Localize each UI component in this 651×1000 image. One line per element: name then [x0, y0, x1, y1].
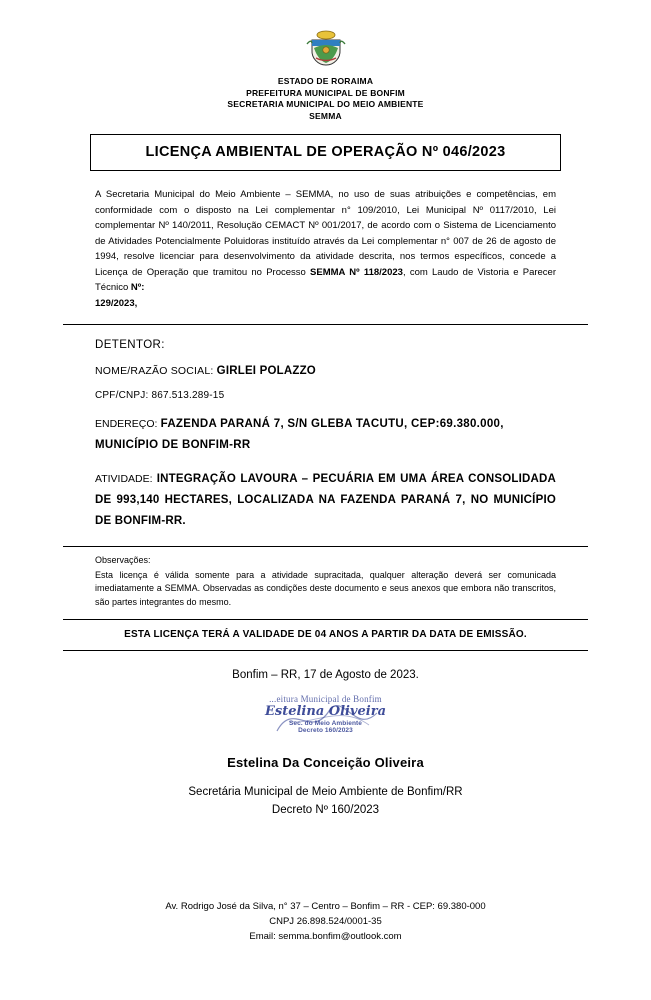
detentor-activity-value: INTEGRAÇÃO LAVOURA – PECUÁRIA EM UMA ÁREA CONSOLIDADA DE 993,140 HECTARES, LOCALIZADA NA FAZENDA PARANÁ 7, NO MUNICÍPIO DE BONFIM-RR. — [95, 473, 556, 527]
footer-address: Av. Rodrigo José da Silva, n° 37 – Centro – Bonfim – RR - CEP: 69.380-000 — [165, 901, 486, 912]
header-line-prefecture: PREFEITURA MUNICIPAL DE BONFIM — [246, 87, 405, 98]
detentor-name-label: NOME/RAZÃO SOCIAL: — [95, 365, 214, 377]
signer-name: Estelina Da Conceição Oliveira — [227, 755, 424, 770]
intro-text-part2: , com Laudo de Vistoria e Parecer Técnico — [95, 266, 557, 293]
page-title: LICENÇA AMBIENTAL DE OPERAÇÃO Nº 046/2023 — [145, 144, 506, 160]
detentor-address-label: ENDEREÇO: — [95, 418, 158, 430]
stamp-line-role: Sec. do Meio Ambiente — [288, 720, 362, 728]
intro-parecer-number: 129/2023, — [95, 297, 138, 309]
signer-role-line1: Secretária Municipal de Meio Ambiente de Bonfim/RR — [188, 786, 463, 798]
header-line-state: ESTADO DE RORAIMA — [277, 76, 374, 86]
footer-cnpj: CNPJ 26.898.524/0001-35 — [269, 916, 382, 927]
header-line-secretariat: SECRETARIA MUNICIPAL DO MEIO AMBIENTE — [227, 99, 424, 109]
divider-validity — [63, 650, 588, 651]
detentor-activity-label: ATIVIDADE: — [95, 473, 153, 485]
crest-container — [55, 0, 596, 73]
stamp-line-name: Estelina Oliveira — [264, 704, 387, 720]
signature-stamp-container — [55, 695, 596, 751]
divider-top — [63, 324, 588, 325]
intro-paragraph — [95, 187, 556, 311]
document-footer — [0, 899, 651, 944]
place-and-date: Bonfim – RR, 17 de Agosto de 2023. — [232, 669, 419, 681]
header-line-acronym: SEMMA — [309, 110, 342, 121]
detentor-cpf-label: CPF/CNPJ: — [95, 390, 149, 401]
header-institution-block — [55, 76, 596, 122]
detentor-cpf-value: 867.513.289-15 — [151, 390, 225, 401]
official-stamp — [265, 695, 386, 735]
intro-processo-number: SEMMA Nº 118/2023 — [310, 266, 403, 278]
detentor-section — [95, 339, 556, 532]
observations-text: Esta licença é válida somente para a atividade supracitada, qualquer alteração deverá ser comunicada imediatamente a SEMMA. Observadas as condições deste documento e seus anexos que embora não transcritos, são partes integrantes do mesmo. — [95, 569, 556, 607]
signer-role-line2: Decreto Nº 160/2023 — [271, 804, 380, 816]
intro-text-part1: A Secretaria Municipal do Meio Ambiente – SEMMA, no uso de suas atribuições e competências, em conformidade com o disposto na Lei complementar n° 109/2010, Lei Municipal Nº 0117/2010, Lei complementar Nº 140/2011, Resolução CEMACT Nº 001/2017, de acordo com o Sistema de Licenciamento de Atividades Potencialmente Poluidoras instituído através da Lei complementar n° 007 de 26 de agosto de 1994, resolve licenciar para desenvolvimento da atividade descrita, nos termos específicos, concede a Licença de Operação que tramitou no Processo — [95, 189, 556, 278]
detentor-name-row — [95, 365, 556, 377]
observations-title: Observações: — [95, 555, 151, 565]
divider-middle — [63, 546, 588, 547]
document-title-box — [90, 134, 561, 171]
detentor-address-value: FAZENDA PARANÁ 7, S/N GLEBA TACUTU, CEP:69.380.000, MUNICÍPIO DE BONFIM-RR — [95, 418, 504, 451]
detentor-name-value: GIRLEI POLAZZO — [216, 365, 316, 377]
signer-role — [55, 783, 596, 819]
footer-email: Email: semma.bonfim@outlook.com — [249, 931, 402, 942]
intro-parecer-label: Nº: — [130, 282, 145, 293]
coat-of-arms-icon — [305, 28, 347, 68]
stamp-line-prefecture: ...eitura Municipal de Bonfim — [269, 694, 382, 704]
stamp-line-decree: Decreto 160/2023 — [298, 726, 353, 734]
detentor-section-label: DETENTOR: — [95, 339, 165, 351]
detentor-address-row — [95, 414, 556, 456]
validity-statement: ESTA LICENÇA TERÁ A VALIDADE DE 04 ANOS A PARTIR DA DATA DE EMISSÃO. — [124, 629, 527, 640]
detentor-cpf-row — [95, 390, 556, 401]
observations-section — [95, 554, 556, 609]
detentor-activity-row — [95, 469, 556, 532]
divider-observations — [63, 619, 588, 620]
